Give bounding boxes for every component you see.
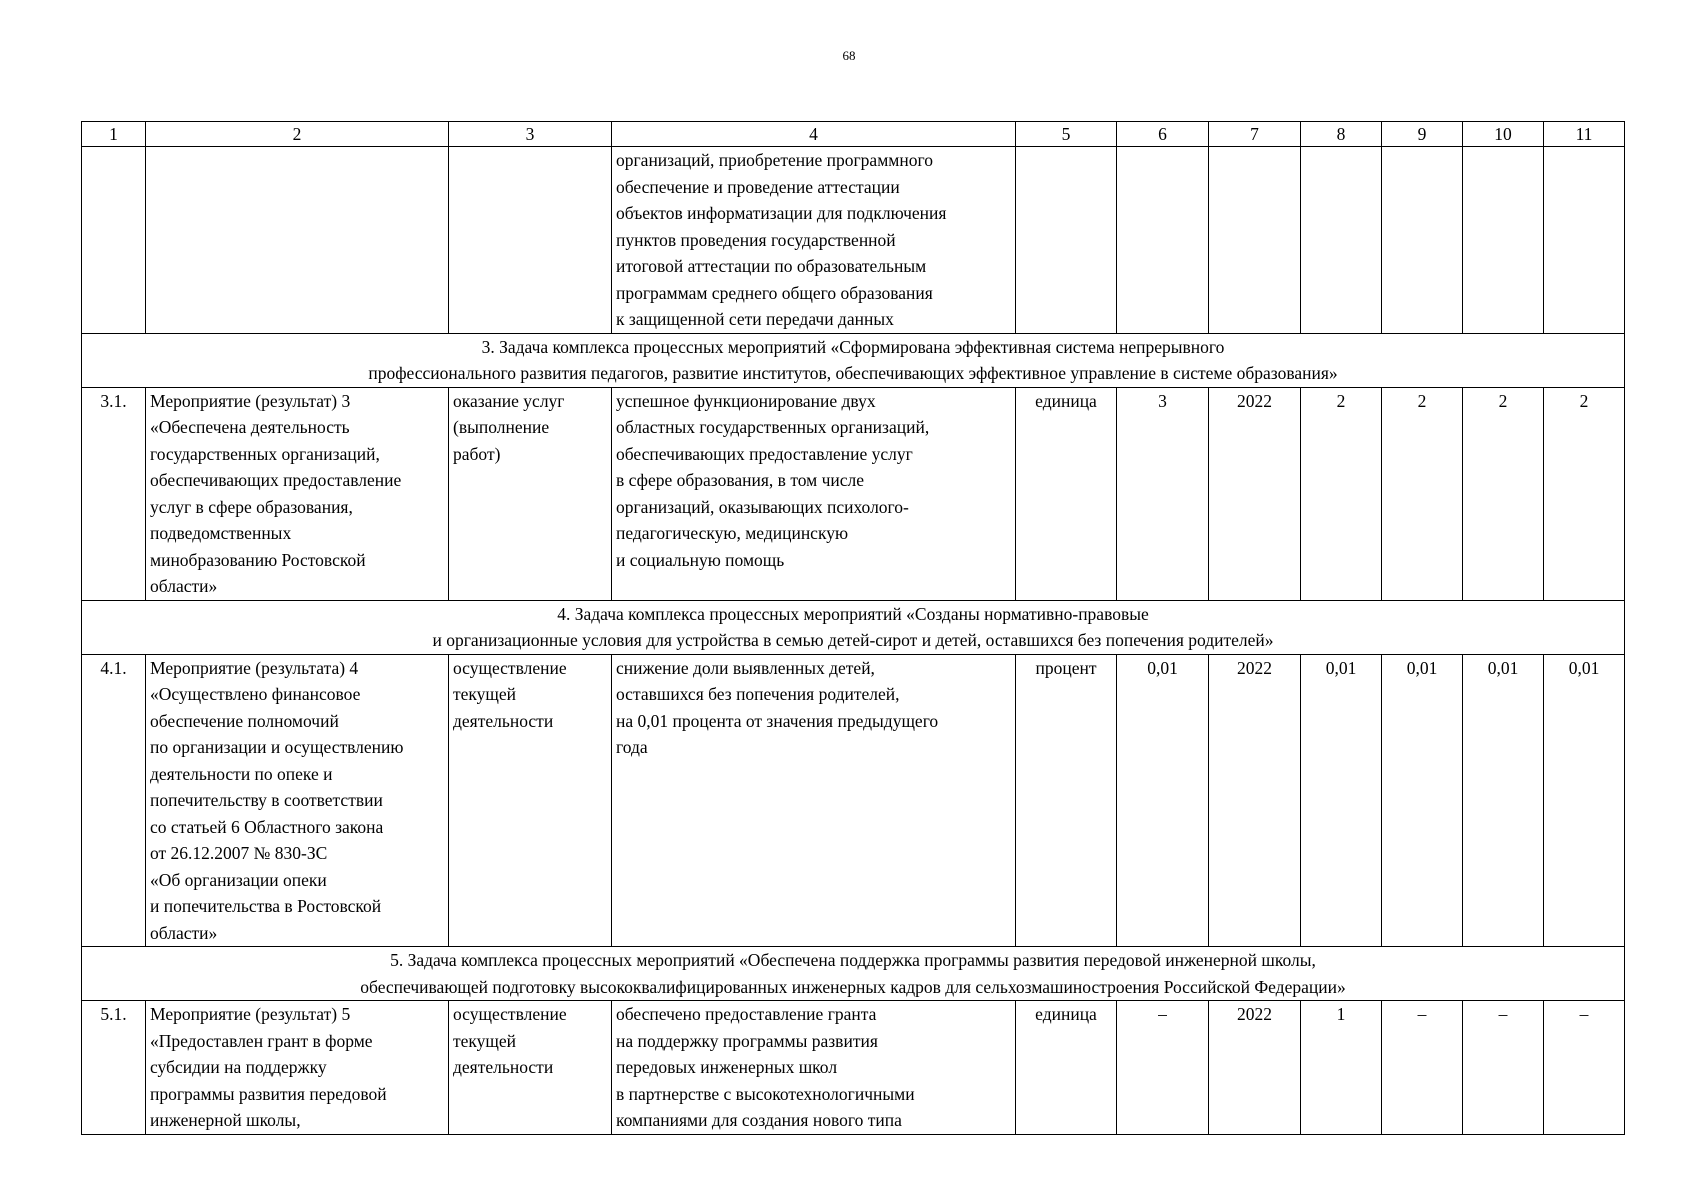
base-year: 2022: [1209, 654, 1301, 947]
column-number: 5: [1016, 122, 1117, 147]
base-year: 2022: [1209, 1001, 1301, 1135]
column-number: 6: [1117, 122, 1209, 147]
table-row: [82, 387, 1625, 600]
value-year-3: –: [1463, 1001, 1544, 1135]
section-title-5: 5. Задача комплекса процессных мероприятий «Обеспечена поддержка программы развития передовой инженерной школы, обеспечивающей подготовку высококвалифицированных инженерных кадров для сельхозмашиностроения Российской Федерации»: [82, 947, 1625, 1001]
value-year-2: [1382, 147, 1463, 334]
base-value: [1117, 147, 1209, 334]
section-title-3: 3. Задача комплекса процессных мероприятий «Сформирована эффективная система непрерывного профессионального развития педагогов, развитие институтов, обеспечивающих эффективное управление в системе образования»: [82, 333, 1625, 387]
activity-name: Мероприятие (результат) 3 «Обеспечена деятельность государственных организаций, обеспечивающих предоставление услуг в сфере образования, подведомственных минобразованию Ростовской области»: [146, 387, 449, 600]
column-number: 7: [1209, 122, 1301, 147]
base-value: –: [1117, 1001, 1209, 1135]
activity-type: осуществление текущей деятельности: [449, 1001, 612, 1135]
section-header-row: [82, 333, 1625, 387]
unit: единица: [1016, 387, 1117, 600]
value-year-3: [1463, 147, 1544, 334]
column-number: 4: [612, 122, 1016, 147]
value-year-4: –: [1544, 1001, 1625, 1135]
activity-type: оказание услуг (выполнение работ): [449, 387, 612, 600]
base-year: 2022: [1209, 387, 1301, 600]
activity-type: [449, 147, 612, 334]
row-number: 3.1.: [82, 387, 146, 600]
results-table: [81, 121, 1625, 1135]
section-title-4: 4. Задача комплекса процессных мероприятий «Созданы нормативно-правовые и организационные условия для устройства в семью детей-сирот и детей, оставшихся без попечения родителей»: [82, 600, 1625, 654]
value-year-1: [1301, 147, 1382, 334]
row-number: 5.1.: [82, 1001, 146, 1135]
column-number: 3: [449, 122, 612, 147]
page-number: 68: [842, 48, 856, 63]
column-number: 10: [1463, 122, 1544, 147]
value-year-1: 2: [1301, 387, 1382, 600]
base-value: 3: [1117, 387, 1209, 600]
table-row: [82, 1001, 1625, 1135]
table-row: [82, 147, 1625, 334]
column-number: 8: [1301, 122, 1382, 147]
value-year-3: 2: [1463, 387, 1544, 600]
base-value: 0,01: [1117, 654, 1209, 947]
value-year-1: 0,01: [1301, 654, 1382, 947]
table-row: [82, 654, 1625, 947]
base-year: [1209, 147, 1301, 334]
column-number-row: [82, 122, 1625, 147]
value-year-4: 2: [1544, 387, 1625, 600]
result-description: успешное функционирование двух областных государственных организаций, обеспечивающих предоставление услуг в сфере образования, в том числе организаций, оказывающих психолого- педагогическую, медицинскую и социальную помощь: [612, 387, 1016, 600]
value-year-3: 0,01: [1463, 654, 1544, 947]
unit: [1016, 147, 1117, 334]
unit: процент: [1016, 654, 1117, 947]
activity-name: Мероприятие (результата) 4 «Осуществлено финансовое обеспечение полномочий по организации и осуществлению деятельности по опеке и попечительству в соответствии со статьей 6 Областного закона от 26.12.2007 № 830-ЗС «Об организации опеки и попечительства в Ростовской области»: [146, 654, 449, 947]
row-number: [82, 147, 146, 334]
row-number: 4.1.: [82, 654, 146, 947]
column-number: 9: [1382, 122, 1463, 147]
value-year-4: [1544, 147, 1625, 334]
value-year-4: 0,01: [1544, 654, 1625, 947]
unit: единица: [1016, 1001, 1117, 1135]
value-year-2: 0,01: [1382, 654, 1463, 947]
activity-type: осуществление текущей деятельности: [449, 654, 612, 947]
result-description: обеспечено предоставление гранта на поддержку программы развития передовых инженерных школ в партнерстве с высокотехнологичными компаниями для создания нового типа: [612, 1001, 1016, 1135]
section-header-row: [82, 600, 1625, 654]
result-description: организаций, приобретение программного обеспечение и проведение аттестации объектов информатизации для подключения пунктов проведения государственной итоговой аттестации по образовательным программам среднего общего образования к защищенной сети передачи данных: [612, 147, 1016, 334]
column-number: 2: [146, 122, 449, 147]
column-number: 11: [1544, 122, 1625, 147]
activity-name: [146, 147, 449, 334]
column-number: 1: [82, 122, 146, 147]
activity-name: Мероприятие (результат) 5 «Предоставлен грант в форме субсидии на поддержку программы развития передовой инженерной школы,: [146, 1001, 449, 1135]
value-year-2: –: [1382, 1001, 1463, 1135]
value-year-1: 1: [1301, 1001, 1382, 1135]
section-header-row: [82, 947, 1625, 1001]
result-description: снижение доли выявленных детей, оставшихся без попечения родителей, на 0,01 процента от значения предыдущего года: [612, 654, 1016, 947]
value-year-2: 2: [1382, 387, 1463, 600]
